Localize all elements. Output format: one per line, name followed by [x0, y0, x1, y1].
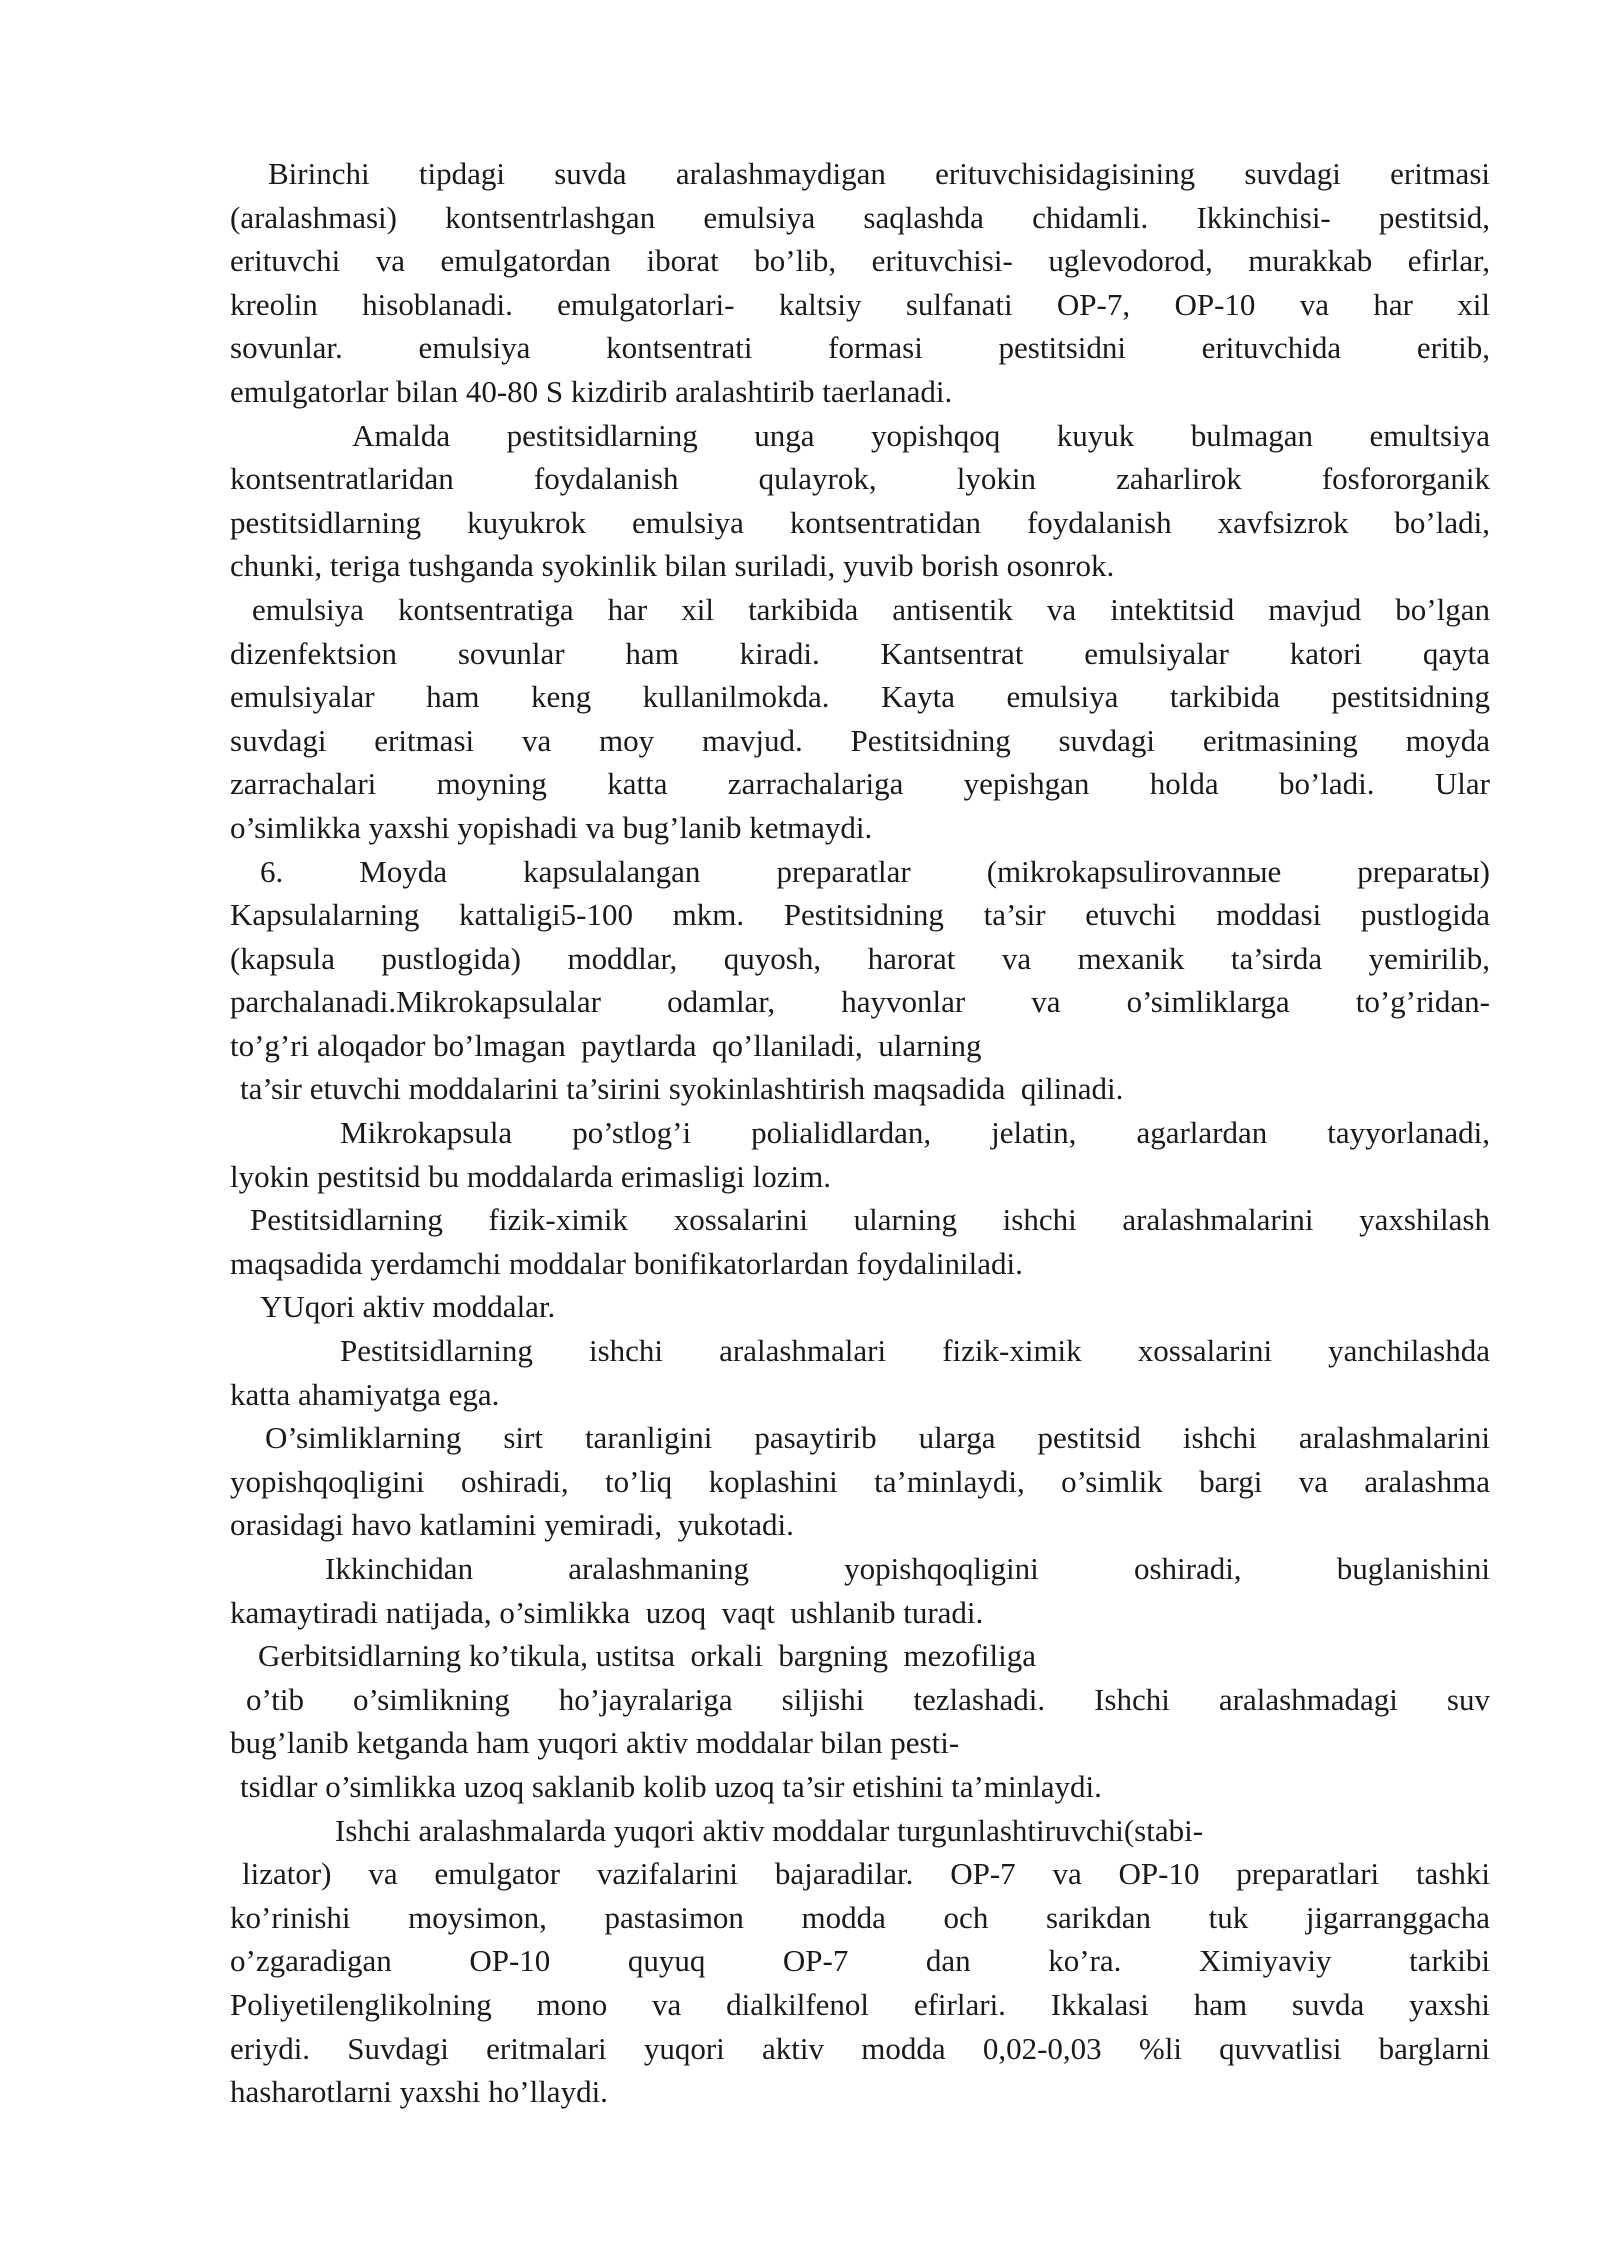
text-line: maqsadida yerdamchi moddalar bonifikatorlardan foydaliniladi.: [230, 1245, 1023, 1281]
text-line: (aralashmasi) kontsentrlashgan emulsiya saqlashda chidamli. Ikkinchisi- pestitsid,: [230, 199, 1490, 235]
text-line: sovunlar. emulsiya kontsentrati formasi pestitsidni erituvchida eritib,: [230, 330, 1490, 366]
text-line: orasidagi havo katlamini yemiradi, yukotadi.: [230, 1507, 794, 1543]
text-line: zarrachalari moyning katta zarrachalariga yepishgan holda bo’ladi. Ular: [230, 766, 1490, 802]
text-line: O’simliklarning sirt taranligini pasaytirib ularga pestitsid ishchi aralashmalarini: [265, 1420, 1490, 1456]
text-line: o’simlikka yaxshi yopishadi va bug’lanib ketmaydi.: [230, 809, 873, 845]
text-line: Poliyetilenglikolning mono va dialkilfenol efirlari. Ikkalasi ham suvda yaxshi: [230, 1986, 1490, 2022]
text-line: Kapsulalarning kattaligi5-100 mkm. Pestitsidning ta’sir etuvchi moddasi pustlogida: [230, 897, 1490, 933]
text-line: Ishchi aralashmalarda yuqori aktiv moddalar turgunlashtiruvchi(stabi-: [335, 1812, 1204, 1848]
text-line: kreolin hisoblanadi. emulgatorlari- kaltsiy sulfanati OP-7, OP-10 va har xil: [230, 286, 1490, 322]
text-line: dizenfektsion sovunlar ham kiradi. Kantsentrat emulsiyalar katori qayta: [230, 635, 1490, 671]
text-line: kamaytiradi natijada, o’simlikka uzoq vaqt ushlanib turadi.: [230, 1594, 984, 1630]
text-line: YUqori aktiv moddalar.: [260, 1289, 556, 1325]
text-line: ko’rinishi moysimon, pastasimon modda och sarikdan tuk jigarranggacha: [230, 1899, 1490, 1935]
text-line: kontsentratlaridan foydalanish qulayrok, lyokin zaharlirok fosfororganik: [230, 461, 1490, 497]
text-line: emulsiya kontsentratiga har xil tarkibida antisentik va intektitsid mavjud bo’lgan: [252, 591, 1490, 627]
text-line: parchalanadi.Mikrokapsulalar odamlar, hayvonlar va o’simliklarga to’g’ridan-: [230, 984, 1490, 1020]
text-line: bug’lanib ketganda ham yuqori aktiv moddalar bilan pesti-: [230, 1725, 960, 1761]
text-line: to’g’ri aloqador bo’lmagan paytlarda qo’llaniladi, ularning: [230, 1027, 982, 1063]
text-line: 6. Moyda kapsulalangan preparatlar (mikrokapsulirovannые preparatы): [260, 853, 1490, 889]
text-line: ta’sir etuvchi moddalarini ta’sirini syokinlashtirish maqsadida qilinadi.: [240, 1071, 1124, 1107]
text-line: Pestitsidlarning ishchi aralashmalari fizik-ximik xossalarini yanchilashda: [340, 1333, 1490, 1369]
text-line: o’tib o’simlikning ho’jayralariga siljishi tezlashadi. Ishchi aralashmadagi suv: [246, 1681, 1490, 1717]
text-line: Gerbitsidlarning ko’tikula, ustitsa orkali bargning mezofiliga: [258, 1638, 1037, 1674]
text-line: katta ahamiyatga ega.: [230, 1376, 500, 1412]
text-line: emulsiyalar ham keng kullanilmokda. Kayta emulsiya tarkibida pestitsidning: [230, 679, 1490, 715]
text-line: suvdagi eritmasi va moy mavjud. Pestitsidning suvdagi eritmasining moyda: [230, 722, 1490, 758]
text-line: lyokin pestitsid bu moddalarda erimasligi lozim.: [230, 1158, 831, 1194]
text-line: lizator) va emulgator vazifalarini bajaradilar. OP-7 va OP-10 preparatlari tashki: [242, 1856, 1490, 1892]
text-line: Ikkinchidan aralashmaning yopishqoqligini oshiradi, buglanishini: [325, 1551, 1490, 1586]
text-line: Amalda pestitsidlarning unga yopishqoq kuyuk bulmagan emultsiya: [352, 417, 1490, 453]
text-line: erituvchi va emulgatordan iborat bo’lib, erituvchisi- uglevodorod, murakkab efirlar,: [230, 243, 1490, 279]
text-line: Mikrokapsula po’stlog’i polialidlardan, jelatin, agarlardan tayyorlanadi,: [340, 1115, 1490, 1151]
text-line: yopishqoqligini oshiradi, to’liq koplashini ta’minlaydi, o’simlik bargi va aralashma: [230, 1463, 1490, 1499]
text-line: o’zgaradigan OP-10 quyuq OP-7 dan ko’ra. Ximiyaviy tarkibi: [230, 1943, 1490, 1979]
text-line: (kapsula pustlogida) moddlar, quyosh, harorat va mexanik ta’sirda yemirilib,: [230, 940, 1490, 976]
text-line: Birinchi tipdagi suvda aralashmaydigan erituvchisidagisining suvdagi eritmasi: [268, 156, 1490, 191]
text-line: eriydi. Suvdagi eritmalari yuqori aktiv modda 0,02-0,03 %li quvvatlisi barglarni: [230, 2030, 1490, 2066]
text-line: hasharotlarni yaxshi ho’llaydi.: [230, 2074, 608, 2110]
text-line: pestitsidlarning kuyukrok emulsiya kontsentratidan foydalanish xavfsizrok bo’ladi,: [230, 504, 1490, 540]
text-line: Pestitsidlarning fizik-ximik xossalarini ularning ishchi aralashmalarini yaxshilash: [250, 1202, 1490, 1238]
text-line: emulgatorlar bilan 40-80 S kizdirib aralashtirib taerlanadi.: [230, 373, 953, 409]
text-line: chunki, teriga tushganda syokinlik bilan suriladi, yuvib borish osonrok.: [230, 548, 1115, 584]
text-line: tsidlar o’simlikka uzoq saklanib kolib uzoq ta’sir etishini ta’minlaydi.: [240, 1768, 1102, 1804]
document-page: [230, 152, 1490, 2114]
